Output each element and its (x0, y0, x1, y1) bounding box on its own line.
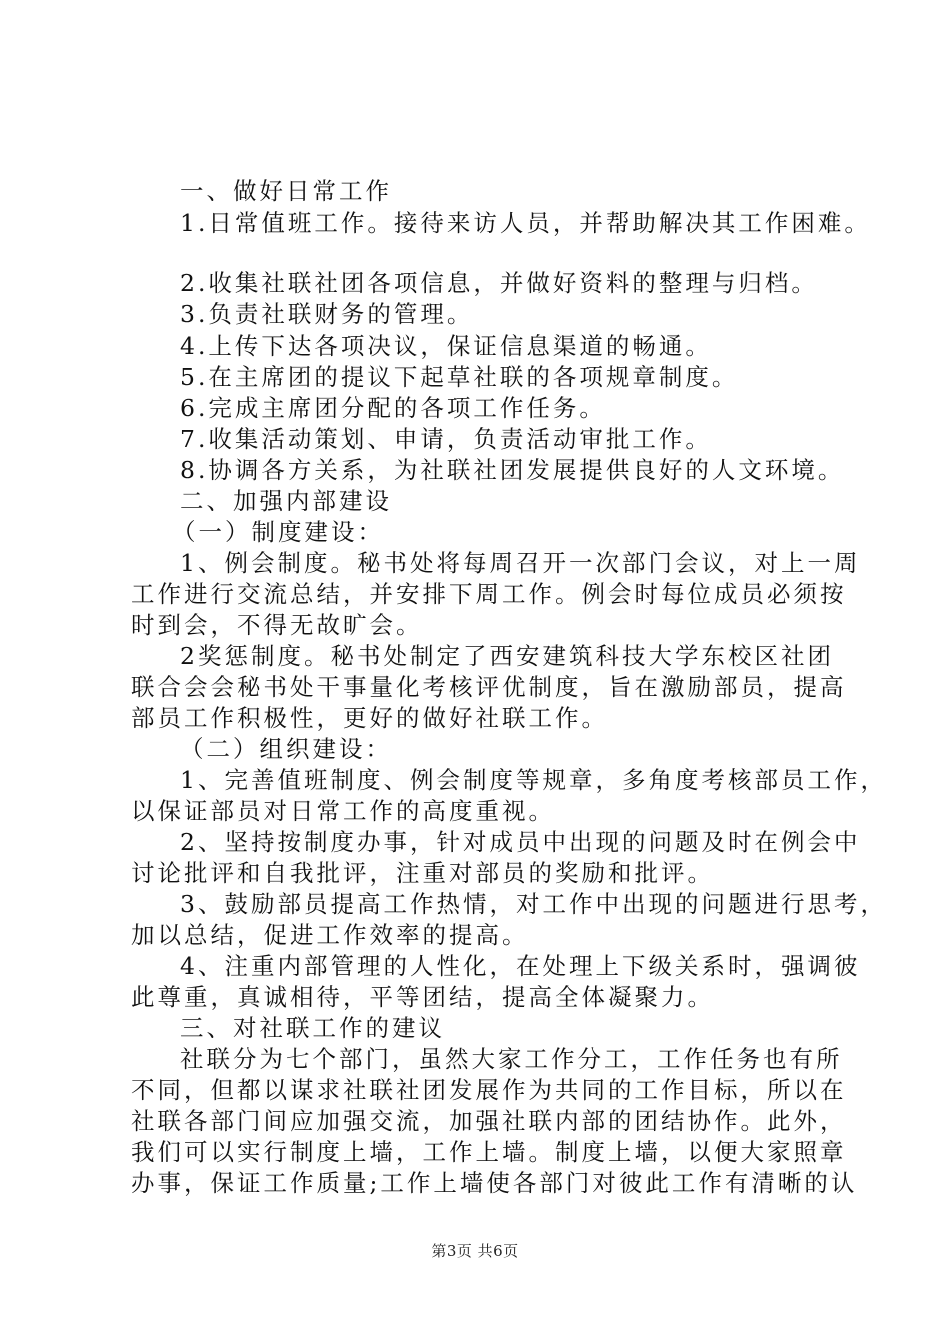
section-heading-3: 三、对社联工作的建议 (180, 1014, 445, 1042)
paragraph-line: 7.收集活动策划、申请，负责活动审批工作。 (180, 425, 712, 453)
paragraph-line: 1、例会制度。秘书处将每周召开一次部门会议，对上一周 (180, 549, 861, 577)
paragraph-line: 社联分为七个部门，虽然大家工作分工，工作任务也有所 (180, 1045, 843, 1073)
paragraph-line: 工作进行交流总结，并安排下周工作。例会时每位成员必须按 (131, 580, 847, 608)
paragraph-line: 6.完成主席团分配的各项工作任务。 (180, 394, 606, 422)
paragraph-line: 此尊重，真诚相待，平等团结，提高全体凝聚力。 (131, 983, 714, 1011)
paragraph-line: 社联各部门间应加强交流，加强社联内部的团结协作。此外， (131, 1107, 847, 1135)
paragraph-line: 4.上传下达各项决议，保证信息渠道的畅通。 (180, 332, 712, 360)
paragraph-line: 3、鼓励部员提高工作热情，对工作中出现的问题进行思考， (180, 890, 887, 918)
page-number-footer: 第3页 共6页 (431, 1242, 519, 1260)
paragraph-line: 4、注重内部管理的人性化，在处理上下级关系时，强调彼 (180, 952, 861, 980)
subsection-heading: （一）制度建设： (172, 518, 384, 546)
section-heading-1: 一、做好日常工作 (180, 177, 392, 205)
subsection-heading: （二）组织建设： (180, 735, 392, 763)
paragraph-line: 办事，保证工作质量;工作上墙使各部门对彼此工作有清晰的认 (131, 1169, 858, 1197)
paragraph-line: 8.协调各方关系，为社联社团发展提供良好的人文环境。 (180, 456, 845, 484)
section-heading-2: 二、加强内部建设 (180, 487, 392, 515)
paragraph-line: 联合会会秘书处干事量化考核评优制度，旨在激励部员，提高 (131, 673, 847, 701)
paragraph-line: 2奖惩制度。秘书处制定了西安建筑科技大学东校区社团 (180, 642, 834, 670)
paragraph-line: 讨论批评和自我批评，注重对部员的奖励和批评。 (131, 859, 714, 887)
paragraph-line: 不同，但都以谋求社联社团发展作为共同的工作目标，所以在 (131, 1076, 847, 1104)
paragraph-line: 1、完善值班制度、例会制度等规章，多角度考核部员工作， (180, 766, 887, 794)
paragraph-line: 加以总结，促进工作效率的提高。 (131, 921, 529, 949)
paragraph-line: 5.在主席团的提议下起草社联的各项规章制度。 (180, 363, 739, 391)
paragraph-line: 2.收集社联社团各项信息，并做好资料的整理与归档。 (180, 269, 818, 297)
paragraph-line: 1.日常值班工作。接待来访人员，并帮助解决其工作困难。 (180, 209, 871, 237)
paragraph-line: 我们可以实行制度上墙，工作上墙。制度上墙，以便大家照章 (131, 1138, 847, 1166)
paragraph-line: 2、坚持按制度办事，针对成员中出现的问题及时在例会中 (180, 828, 861, 856)
paragraph-line: 时到会，不得无故旷会。 (131, 611, 423, 639)
paragraph-line: 3.负责社联财务的管理。 (180, 300, 474, 328)
paragraph-line: 以保证部员对日常工作的高度重视。 (131, 797, 555, 825)
paragraph-line: 部员工作积极性，更好的做好社联工作。 (131, 704, 608, 732)
